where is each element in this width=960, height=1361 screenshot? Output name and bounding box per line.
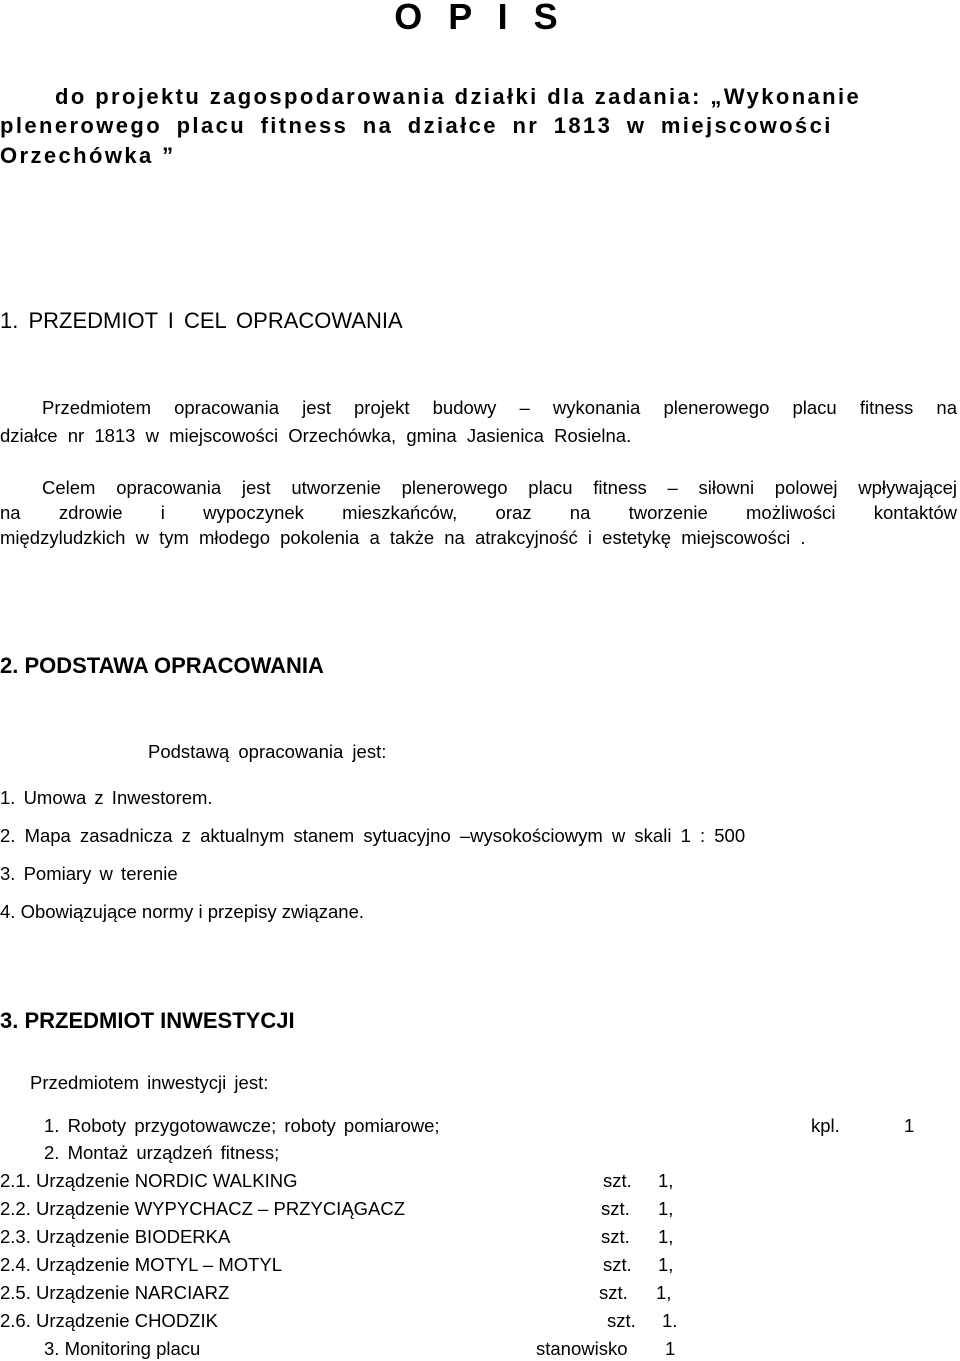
device-row-qty: 1. [662,1310,678,1331]
device-row-label: 2.2. Urządzenie WYPYCHACZ – PRZYCIĄGACZ [0,1198,406,1219]
investment-item-1-label: 1. Roboty przygotowawcze; roboty pomiarowe; [44,1115,440,1136]
device-row-qty: 1, [658,1254,674,1275]
investment-item-1-unit: kpl. [811,1115,840,1136]
investment-item-3-qty: 1 [665,1338,676,1359]
section-3-intro: Przedmiotem inwestycji jest: [30,1072,269,1093]
device-row-unit: szt. [603,1170,632,1191]
device-row-qty: 1, [658,1198,674,1219]
device-row-label: 2.1. Urządzenie NORDIC WALKING [0,1170,298,1191]
device-row-label: 2.3. Urządzenie BIODERKA [0,1226,231,1247]
section-1-heading: 1. PRZEDMIOT I CEL OPRACOWANIA [0,308,403,333]
section-2-item: 1. Umowa z Inwestorem. [0,787,213,808]
section-2-item: 3. Pomiary w terenie [0,863,178,884]
section-2-item: 4. Obowiązujące normy i przepisy związane. [0,901,364,922]
subtitle-line-2: plenerowego placu fitness na działce nr 1813 w miejscowości [0,113,833,138]
investment-item-2-label: 2. Montaż urządzeń fitness; [44,1142,280,1163]
section-1-para-2-line-2: na zdrowie i wypoczynek mieszkańców, oraz na tworzenie możliwości kontaktów [0,502,957,523]
investment-item-3-unit: stanowisko [536,1338,628,1359]
device-row-label: 2.4. Urządzenie MOTYL – MOTYL [0,1254,283,1275]
section-2-item: 2. Mapa zasadnicza z aktualnym stanem sytuacyjno –wysokościowym w skali 1 : 500 [0,825,746,846]
section-1-para-2-line-1: Celem opracowania jest utworzenie plenerowego placu fitness – siłowni polowej wpływającej [42,477,957,498]
device-row-qty: 1, [656,1282,672,1303]
investment-item-1-qty: 1 [904,1115,915,1136]
device-row-qty: 1, [658,1170,674,1191]
document-title: O P I S [394,0,566,37]
device-row-unit: szt. [599,1282,628,1303]
section-1-para-2-line-3: międzyludzkich w tym młodego pokolenia a także na atrakcyjność i estetykę miejscowości . [0,527,806,548]
section-2-heading: 2. PODSTAWA OPRACOWANIA [0,653,324,678]
investment-item-3-label: 3. Monitoring placu [44,1338,201,1359]
device-row-unit: szt. [601,1226,630,1247]
section-2-intro: Podstawą opracowania jest: [148,741,387,762]
device-row-unit: szt. [603,1254,632,1275]
device-row-unit: szt. [607,1310,636,1331]
device-row-qty: 1, [658,1226,674,1247]
section-1-para-1-line-2: działce nr 1813 w miejscowości Orzechówka, gmina Jasienica Rosielna. [0,425,632,446]
subtitle-line-1: do projektu zagospodarowania działki dla zadania: „Wykonanie [55,84,862,109]
device-row-unit: szt. [601,1198,630,1219]
section-3-heading: 3. PRZEDMIOT INWESTYCJI [0,1008,295,1033]
device-row-label: 2.6. Urządzenie CHODZIK [0,1310,218,1331]
subtitle-line-3: Orzechówka ” [0,143,176,168]
section-1-para-1-line-1: Przedmiotem opracowania jest projekt budowy – wykonania plenerowego placu fitness na [42,397,957,418]
device-row-label: 2.5. Urządzenie NARCIARZ [0,1282,230,1303]
